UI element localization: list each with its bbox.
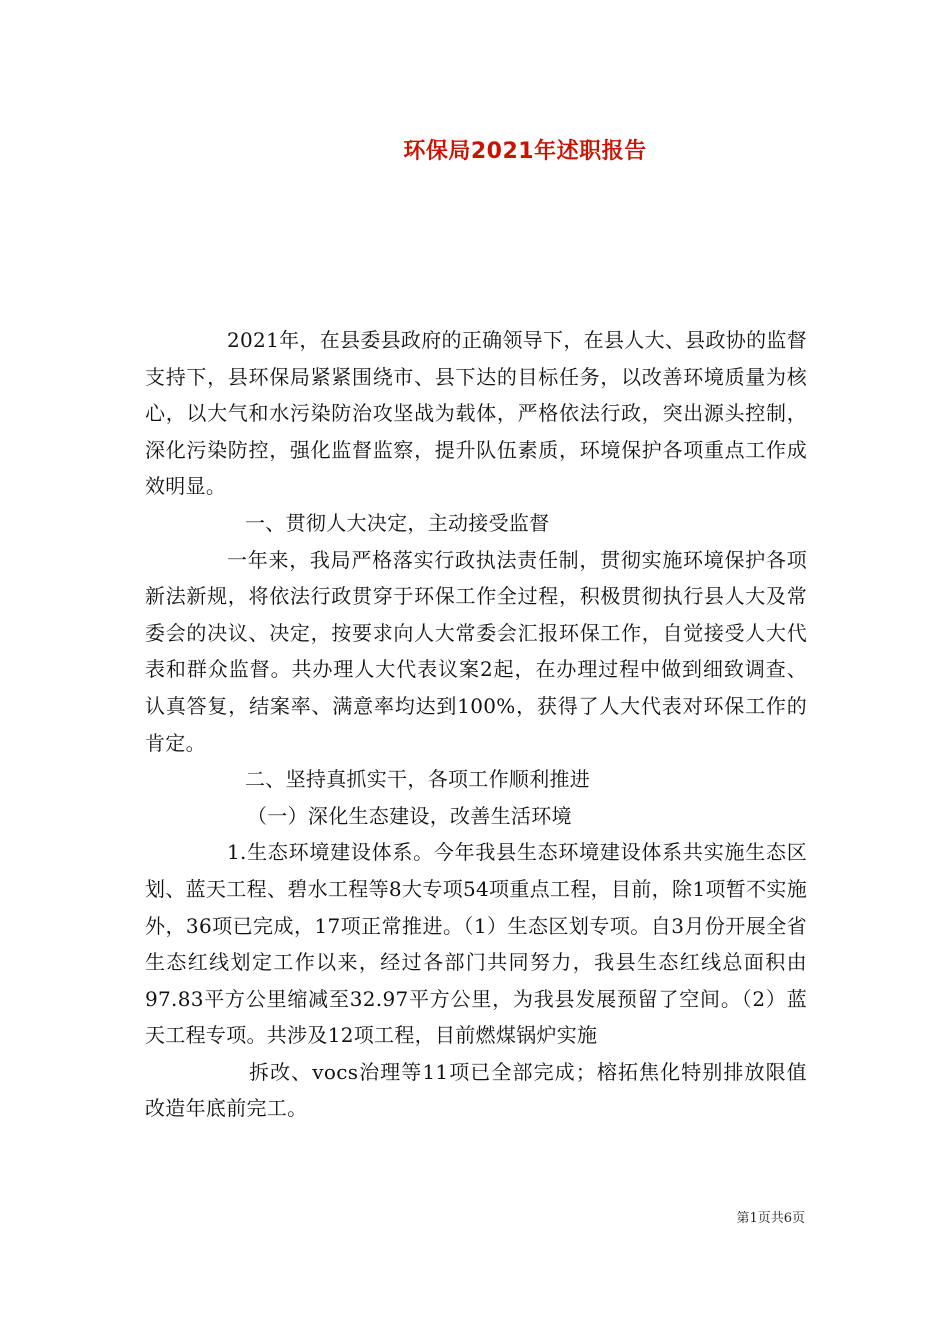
intro-paragraph: 2021年，在县委县政府的正确领导下，在县人大、县政协的监督支持下，县环保局紧紧围绕市、县下达的目标任务，以改善环境质量为核心，以大气和水污染防治攻坚战为载体，严格依法行政，突出源头控制，深化污染防控，强化监督监察，提升队伍素质，环境保护各项重点工作成效明显。 [145,328,807,499]
document-body [145,322,807,1127]
section-heading-1: 一、贯彻人大决定，主动接受监督 [245,510,550,535]
continued-paragraph: 拆改、vocs治理等11项已全部完成；榕拓焦化特别排放限值改造年底前完工。 [145,1059,807,1121]
page-number-footer: 第1页共6页 [736,1211,805,1226]
document-title: 环保局2021年述职报告 [403,139,647,164]
section-heading-2: 二、坚持真抓实干，各项工作顺利推进 [245,767,591,792]
subsection-1-paragraph: 1.生态环境建设体系。今年我县生态环境建设体系共实施生态区划、蓝天工程、碧水工程等8大专项54项重点工程，目前，除1项暂不实施外，36项已完成，17项正常推进。（1）生态区划专项。自3月份开展全省生态红线划定工作以来，经过各部门共同努力，我县生态红线总面积由97.83平方公里缩减至32.97平方公里，为我县发展预留了空间。（2）蓝天工程专项。共涉及12项工程，目前燃煤锅炉实施 [145,840,807,1048]
subsection-heading-1: （一）深化生态建设，改善生活环境 [247,803,572,828]
section-1-paragraph: 一年来，我局严格落实行政执法责任制，贯彻实施环境保护各项新法新规，将依法行政贯穿于环保工作全过程，积极贯彻执行县人大及常委会的决议、决定，按要求向人大常委会汇报环保工作，自觉接受人大代表和群众监督。共办理人大代表议案2起，在办理过程中做到细致调查、认真答复，结案率、满意率均达到100%，获得了人大代表对环保工作的肯定。 [145,547,807,755]
